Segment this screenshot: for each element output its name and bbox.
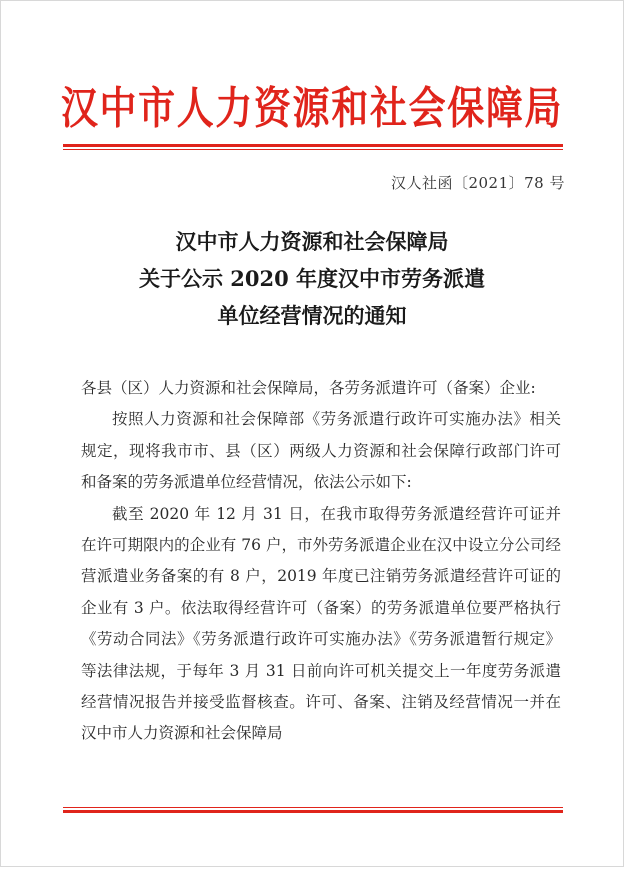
red-divider-thin xyxy=(63,149,563,150)
red-divider-thick xyxy=(63,810,563,813)
red-divider-top xyxy=(63,144,563,150)
document-title xyxy=(1,223,623,334)
document-body xyxy=(81,373,561,750)
document-number: 汉人社函〔2021〕78 号 xyxy=(390,174,565,192)
title-line-3: 单位经营情况的通知 xyxy=(217,303,407,328)
title-line-1: 汉中市人力资源和社会保障局 xyxy=(175,229,449,254)
red-divider-bottom xyxy=(63,807,563,813)
body-paragraph-2: 截至 2020 年 12 月 31 日，在我市取得劳务派遣经营许可证并在许可期限内的企业有 76 户，市外劳务派遣企业在汉中设立分公司经营派遣业务备案的有 8 户，2019 年度已注销劳务派遣经营许可证的企业有 3 户。依法取得经营许可（备案）的劳务派遣单位要严格执行《劳动合同法》《劳务派遣行政许可实施办法》《劳务派遣暂行规定》等法律法规，于每年 3 月 31 日前向许可机关提交上一年度劳务派遣经营情况报告并接受监督核查。许可、备案、注销及经营情况一并在汉中市人力资源和社会保障局 xyxy=(81,504,561,743)
title-line-2: 关于公示 2020 年度汉中市劳务派遣 xyxy=(138,266,486,291)
salutation: 各县（区）人力资源和社会保障局，各劳务派遣许可（备案）企业: xyxy=(81,379,536,397)
organization-header: 汉中市人力资源和社会保障局 xyxy=(60,83,564,134)
body-paragraph-1: 按照人力资源和社会保障部《劳务派遣行政许可实施办法》相关规定，现将我市市、县（区）两级人力资源和社会保障行政部门许可和备案的劳务派遣单位经营情况，依法公示如下: xyxy=(81,410,561,492)
